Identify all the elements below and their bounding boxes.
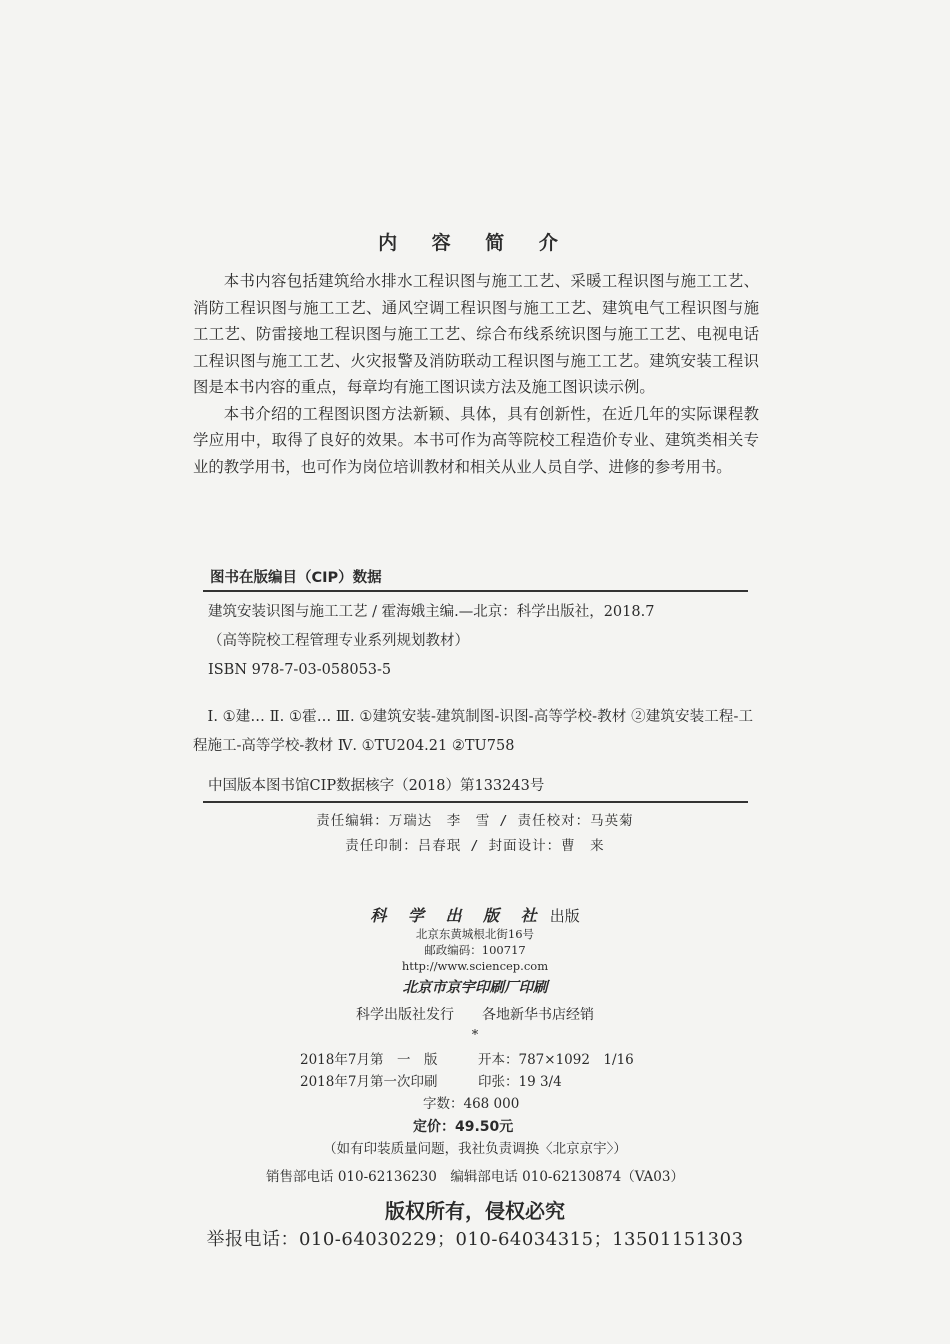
intro-paragraph-2: 本书介绍的工程图识图方法新颖、具体，具有创新性，在近几年的实际课程教学应用中，取得了良好的效果。本书可作为高等院校工程造价专业、建筑类相关专业的教学用书，也可作为岗位培训教材和相关从业人员自学、进修的参考用书。 bbox=[193, 404, 759, 476]
separator-star: * bbox=[471, 1028, 479, 1043]
editor-credits: 责任编辑：万瑞达 李 雪 / 责任校对：马英菊 bbox=[316, 813, 634, 829]
copyright-notice: 版权所有，侵权必究 bbox=[385, 1199, 565, 1223]
intro-paragraph-1: 本书内容包括建筑给水排水工程识图与施工工艺、采暖工程识图与施工工艺、消防工程识图与施工工艺、通风空调工程识图与施工工艺、建筑电气工程识图与施工工艺、防雷接地工程识图与施工工艺、综合布线系统识图与施工工艺、电视电话工程识图与施工工艺、火灾报警及消防联动工程识图与施工工艺。建筑安装工程识图是本书内容的重点，每章均有施工图识读方法及施工图识读示例。 bbox=[193, 272, 759, 396]
cip-title-line: 建筑安装识图与施工工艺 / 霍海娥主编.—北京：科学出版社，2018.7 bbox=[208, 604, 655, 620]
cip-isbn: ISBN 978-7-03-058053-5 bbox=[208, 662, 392, 678]
edition: 2018年7月第 一 版 bbox=[300, 1052, 438, 1068]
production-credits: 责任印制：吕春珉 / 封面设计：曹 来 bbox=[345, 838, 605, 854]
contact-phones: 销售部电话 010-62136230 编辑部电话 010-62130874（VA03） bbox=[266, 1169, 684, 1185]
publisher-url: http://www.sciencep.com bbox=[401, 959, 549, 973]
printing: 2018年7月第一次印刷 bbox=[300, 1074, 438, 1090]
page-title: 内 容 简 介 bbox=[378, 232, 572, 254]
distribution: 科学出版社发行 各地新华书店经销 bbox=[356, 1007, 594, 1023]
cip-classification: Ⅰ. ①建… Ⅱ. ①霍… Ⅲ. ①建筑安装-建筑制图-识图-高等学校-教材 ②建筑安装工程-工程施工-高等学校-教材 Ⅳ. ①TU204.21 ②TU758 bbox=[193, 709, 753, 754]
cip-bottom-rule bbox=[203, 801, 748, 803]
publisher-postcode: 邮政编码：100717 bbox=[424, 943, 526, 957]
price: 定价：49.50元 bbox=[413, 1119, 514, 1135]
format: 开本：787×1092 1/16 bbox=[478, 1052, 634, 1068]
publisher-suffix: 出版 bbox=[549, 907, 580, 925]
cip-library-number: 中国版本图书馆CIP数据核字（2018）第133243号 bbox=[208, 778, 545, 794]
quality-note: （如有印装质量问题，我社负责调换〈北京京宇〉） bbox=[323, 1141, 627, 1157]
cip-heading: 图书在版编目（CIP）数据 bbox=[210, 570, 382, 586]
report-phones: 举报电话：010-64030229；010-64034315；13501151303 bbox=[206, 1229, 744, 1250]
cip-series-line: （高等院校工程管理专业系列规划教材） bbox=[208, 633, 469, 649]
intro-text bbox=[193, 268, 759, 480]
publisher-address: 北京东黄城根北街16号 bbox=[415, 927, 535, 941]
publisher-name: 科 学 出 版 社 bbox=[370, 906, 545, 925]
sheets: 印张：19 3/4 bbox=[478, 1074, 562, 1090]
cip-top-rule bbox=[203, 590, 748, 592]
printer: 北京市京宇印刷厂印刷 bbox=[402, 979, 548, 996]
publisher-line bbox=[0, 903, 950, 926]
cip-block bbox=[208, 598, 753, 685]
word-count: 字数：468 000 bbox=[423, 1096, 520, 1112]
